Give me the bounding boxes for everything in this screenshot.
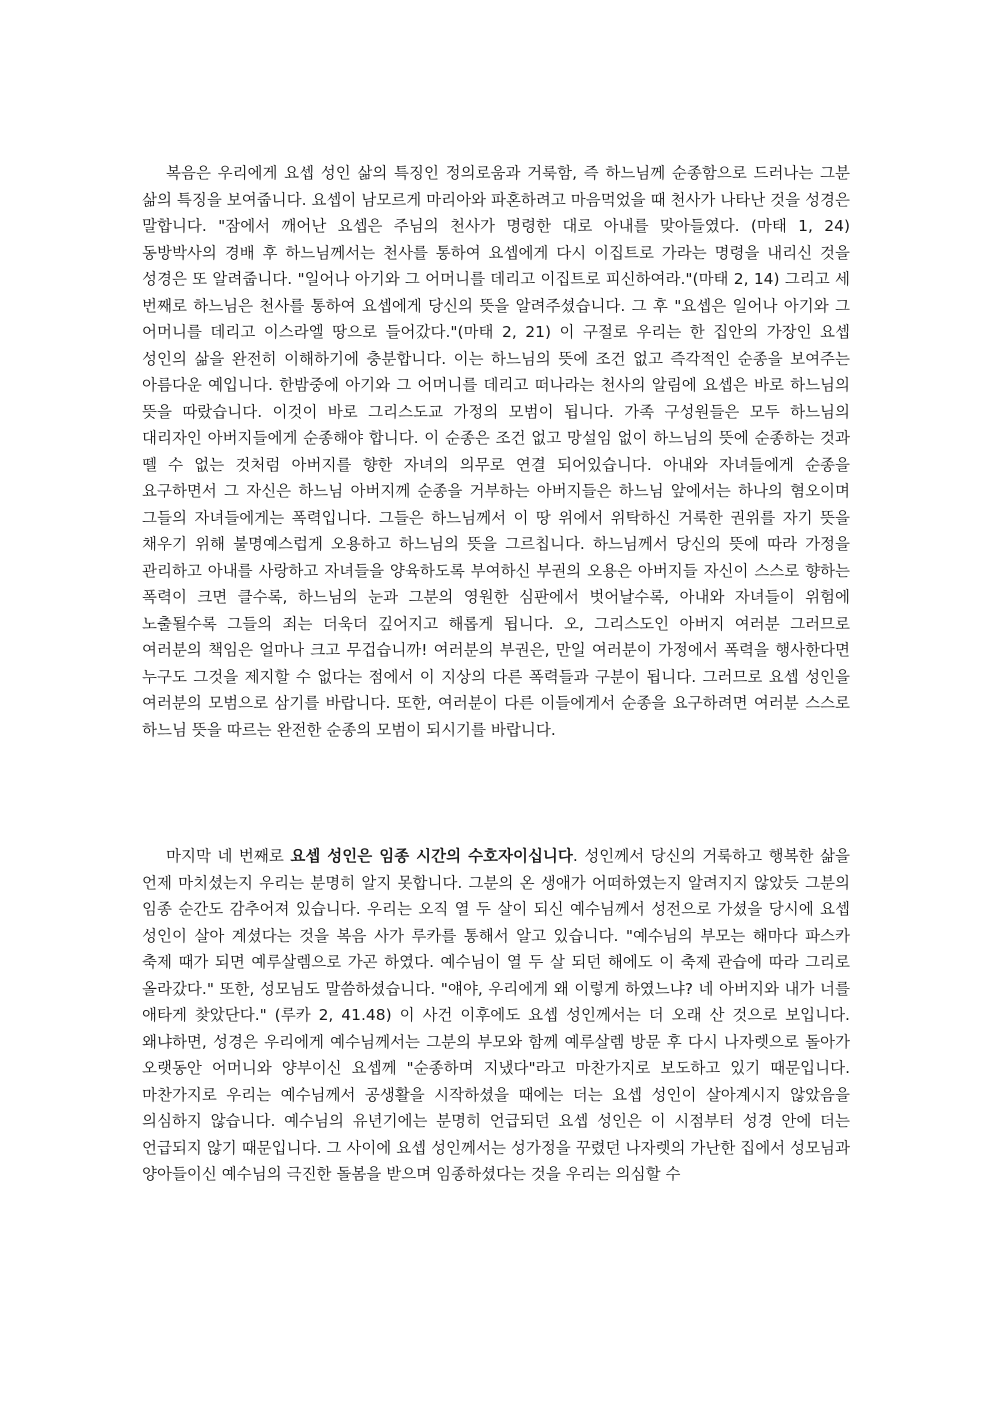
- paragraph-two-lead: 마지막 네 번째로: [166, 847, 291, 865]
- paragraph-two-rest: . 성인께서 당신의 거룩하고 행복한 삶을 언제 마치셨는지 우리는 분명히 알지 못합니다. 그분의 온 생애가 어떠하였는지 알려지지 않았듯 그분의 임종 순간도 감추어져 있습니다. 우리는 오직 열 두 살이 되신 예수님께서 성전으로 가셨을 당시에 요셉 성인이 살아 계셨다는 것을 복음 사가 루카를 통해서 알고 있습니다. "예수님의 부모는 해마다 파스카 축제 때가 되면 예루살렘으로 가곤 하였다. 예수님이 열 두 살 되던 해에도 이 축제 관습에 따라 그리로 올라갔다." 또한, 성모님도 말씀하셨습니다. "얘야, 우리에게 왜 이렇게 하였느냐? 네 아버지와 내가 너를 애타게 찾았단다." (루카 2, 41.48) 이 사건 이후에도 요셉 성인께서는 더 오래 산 것으로 보입니다. 왜냐하면, 성경은 우리에게 예수님께서는 그분의 부모와 함께 예루살렘 방문 후 다시 나자렛으로 돌아가 오랫동안 어머니와 양부이신 요셉께 "순종하며 지냈다"라고 마찬가지로 보도하고 있기 때문입니다. 마찬가지로 우리는 예수님께서 공생활을 시작하셨을 때에는 더는 요셉 성인이 살아계시지 않았음을 의심하지 않습니다. 예수님의 유년기에는 분명히 언급되던 요셉 성인은 이 시점부터 성경 안에 더는 언급되지 않기 때문입니다. 그 사이에 요셉 성인께서는 성가정을 꾸렸던 나자렛의 가난한 집에서 성모님과 양아들이신 예수님의 극진한 돌봄을 받으며 임종하셨다는 것을 우리는 의심할 수: [142, 847, 850, 1183]
- paragraph-two: [142, 843, 850, 1188]
- paragraph-two-emphasis: 요셉 성인은 임종 시간의 수호자이십니다: [290, 847, 573, 865]
- paragraph-one: 복음은 우리에게 요셉 성인 삶의 특징인 정의로움과 거룩함, 즉 하느님께 순종함으로 드러나는 그분 삶의 특징을 보여줍니다. 요셉이 남모르게 마리아와 파혼하려고 마음먹었을 때 천사가 나타난 것을 성경은 말합니다. "잠에서 깨어난 요셉은 주님의 천사가 명령한 대로 아내를 맞아들였다. (마태 1, 24) 동방박사의 경배 후 하느님께서는 천사를 통하여 요셉에게 다시 이집트로 가라는 명령을 내리신 것을 성경은 또 알려줍니다. "일어나 아기와 그 어머니를 데리고 이집트로 피신하여라."(마태 2, 14) 그리고 세 번째로 하느님은 천사를 통하여 요셉에게 당신의 뜻을 알려주셨습니다. 그 후 "요셉은 일어나 아기와 그 어머니를 데리고 이스라엘 땅으로 들어갔다."(마태 2, 21) 이 구절로 우리는 한 집안의 가장인 요셉 성인의 삶을 완전히 이해하기에 충분합니다. 이는 하느님의 뜻에 조건 없고 즉각적인 순종을 보여주는 아름다운 예입니다. 한밤중에 아기와 그 어머니를 데리고 떠나라는 천사의 알림에 요셉은 바로 하느님의 뜻을 따랐습니다. 이것이 바로 그리스도교 가정의 모범이 됩니다. 가족 구성원들은 모두 하느님의 대리자인 아버지들에게 순종해야 합니다. 이 순종은 조건 없고 망설임 없이 하느님의 뜻에 순종하는 것과 뗄 수 없는 것처럼 아버지를 향한 자녀의 의무로 연결 되어있습니다. 아내와 자녀들에게 순종을 요구하면서 그 자신은 하느님 아버지께 순종을 거부하는 아버지들은 하느님 앞에서는 하나의 혐오이며 그들의 자녀들에게는 폭력입니다. 그들은 하느님께서 이 땅 위에서 위탁하신 거룩한 권위를 자기 뜻을 채우기 위해 불명예스럽게 오용하고 하느님의 뜻을 그르칩니다. 하느님께서 당신의 뜻에 따라 가정을 관리하고 아내를 사랑하고 자녀들을 양육하도록 부여하신 부권의 오용은 아버지들 자신이 스스로 향하는 폭력이 크면 클수록, 하느님의 눈과 그분의 영원한 심판에서 벗어날수록, 아내와 자녀들이 위험에 노출될수록 그들의 죄는 더욱더 깊어지고 해롭게 됩니다. 오, 그리스도인 아버지 여러분 그러므로 여러분의 책임은 얼마나 크고 무겁습니까! 여러분의 부권은, 만일 여러분이 가정에서 폭력을 행사한다면 누구도 그것을 제지할 수 없다는 점에서 이 지상의 다른 폭력들과 구분이 됩니다. 그러므로 요셉 성인을 여러분의 모범으로 삼기를 바랍니다. 또한, 여러분이 다른 이들에게서 순종을 요구하려면 여러분 스스로 하느님 뜻을 따르는 완전한 순종의 모범이 되시기를 바랍니다.: [142, 164, 850, 739]
- paragraph-two-block: [142, 843, 850, 1188]
- paragraph-one-block: [142, 160, 850, 743]
